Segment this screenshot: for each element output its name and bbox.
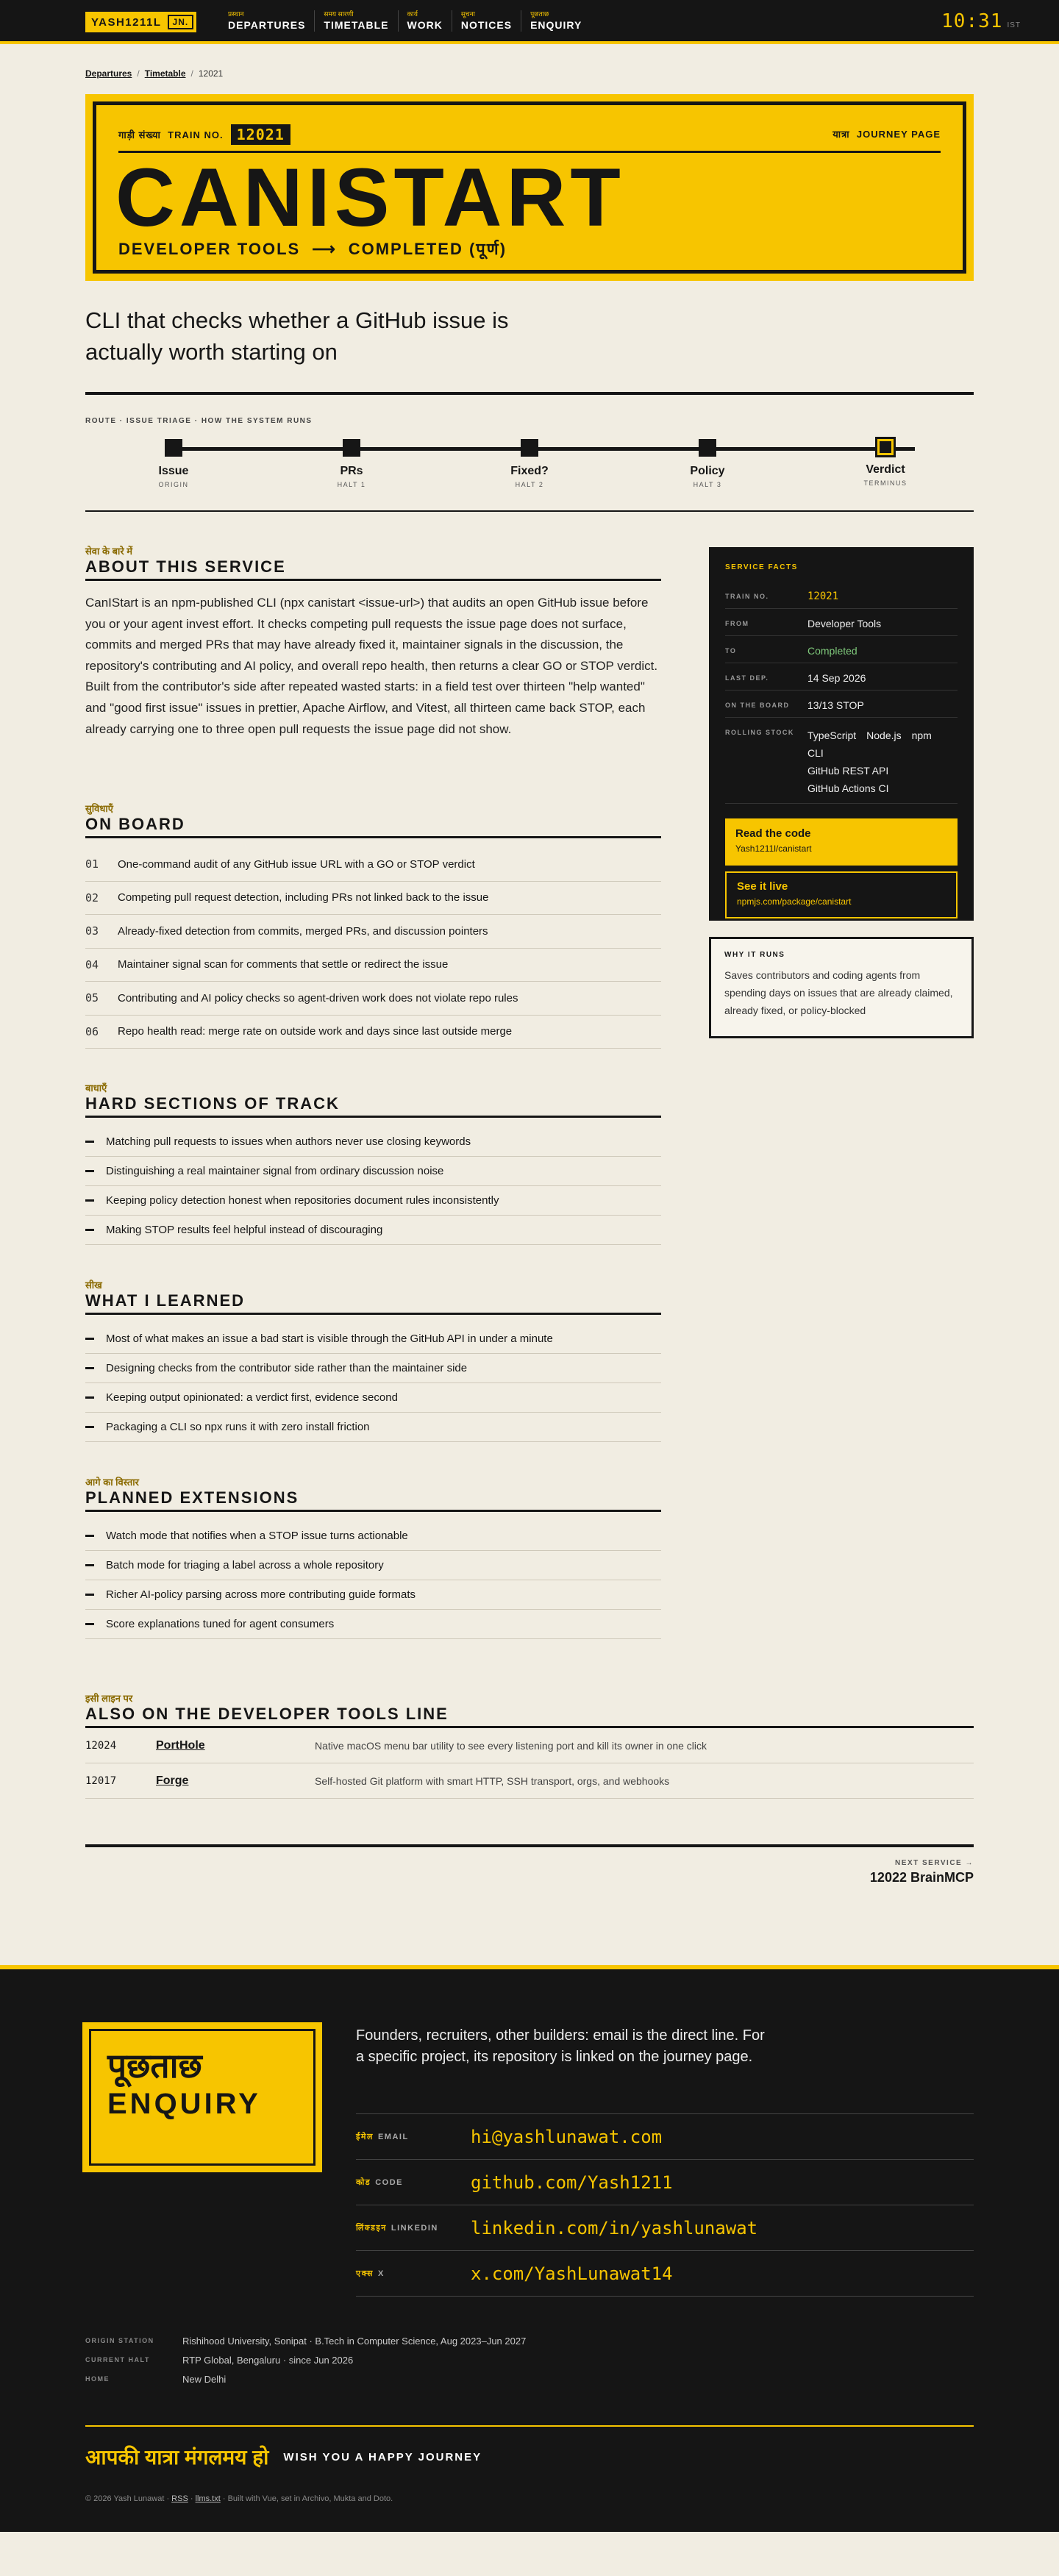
planned-list: [85, 1521, 661, 1639]
list-item: Batch mode for triaging a label across a whole repository: [85, 1551, 661, 1580]
email-link[interactable]: hi@yashlunawat.com: [471, 2126, 663, 2147]
route-stop-fixed: [485, 439, 574, 488]
meta-value: Rishihood University, Sonipat · B.Tech in Computer Science, Aug 2023–Jun 2027: [182, 2335, 527, 2347]
contact-row: [356, 2160, 974, 2205]
route-from: DEVELOPER TOOLS: [118, 240, 301, 258]
related-row: [85, 1728, 974, 1763]
stock-tag: Node.js: [866, 729, 902, 741]
nav-label: ENQUIRY: [530, 19, 582, 31]
nav-enquiry[interactable]: [521, 10, 591, 32]
nav-label: WORK: [407, 19, 443, 31]
list-item: [85, 949, 661, 982]
learned-list: [85, 1324, 661, 1442]
fact-key: FROM: [725, 620, 749, 627]
fact-value: Completed: [807, 645, 857, 657]
linkedin-link[interactable]: linkedin.com/in/yashlunawat: [471, 2217, 758, 2238]
clock-time: 10:31: [941, 10, 1003, 32]
breadcrumb-separator: /: [137, 68, 140, 79]
breadcrumb-current: 12021: [198, 68, 224, 79]
footer-meta: [85, 2331, 526, 2388]
stop-name: Verdict: [866, 463, 905, 476]
planned-section: [85, 1475, 661, 1639]
item-text: Maintainer signal scan for comments that settle or redirect the issue: [118, 958, 449, 971]
list-item: Keeping policy detection honest when repositories document rules inconsistently: [85, 1186, 661, 1216]
station-marker-icon: [521, 439, 538, 457]
item-text: Competing pull request detection, including PRs not linked back to the issue: [118, 891, 489, 905]
x-link[interactable]: x.com/YashLunawat14: [471, 2263, 673, 2284]
stop-name: Policy: [690, 465, 725, 477]
breadcrumb-timetable[interactable]: Timetable: [144, 68, 186, 79]
facts-table: [725, 582, 958, 804]
nav-timetable[interactable]: [314, 10, 397, 32]
route-to: COMPLETED: [348, 240, 463, 258]
journey-page-label: [832, 127, 941, 140]
fact-key: TRAIN NO.: [725, 593, 769, 600]
contact-key: [356, 2131, 471, 2142]
board-frame: [93, 101, 966, 274]
fact-key: ON THE BOARD: [725, 702, 790, 709]
stop-name: Fixed?: [510, 465, 549, 477]
item-number: 01: [85, 857, 99, 871]
list-item: [85, 848, 661, 882]
fact-row: [725, 609, 958, 636]
item-number: 02: [85, 891, 99, 905]
contact-key-label: LINKEDIN: [391, 2224, 438, 2233]
train-label-hi: गाड़ी संख्या: [118, 129, 161, 140]
arrow-right-icon: ⟶: [312, 240, 337, 258]
enquiry-hi: पूछताछ: [107, 2047, 202, 2085]
list-item: Keeping output opinionated: a verdict first, evidence second: [85, 1383, 661, 1413]
farewell-banner: [85, 2425, 974, 2471]
feature-list: [85, 848, 661, 1049]
contact-key-label: EMAIL: [377, 2133, 409, 2141]
github-link[interactable]: github.com/Yash1211: [471, 2172, 673, 2193]
contact-row: [356, 2114, 974, 2160]
terminus-marker-icon: [877, 439, 894, 455]
related-number: 12017: [85, 1774, 117, 1787]
meta-row: [85, 2331, 526, 2350]
card-caption: WHY IT RUNS: [724, 951, 785, 959]
meta-value: RTP Global, Bengaluru · since Jun 2026: [182, 2354, 354, 2366]
route-stop-verdict: [841, 439, 930, 487]
contact-key-hi: एक्स: [356, 2269, 374, 2278]
route-stop-policy: [663, 439, 752, 488]
farewell-hi: आपकी यात्रा मंगलमय हो: [85, 2446, 269, 2469]
route-caption: ROUTE · ISSUE TRIAGE · HOW THE SYSTEM RUNS: [85, 417, 313, 425]
section-hi-label: इसी लाइन पर: [85, 1693, 133, 1704]
list-item: Richer AI-policy parsing across more contributing guide formats: [85, 1580, 661, 1610]
why-it-runs-card: [709, 937, 974, 1038]
nav-hi-label: सूचना: [460, 10, 475, 18]
fact-value: 13/13 STOP: [807, 699, 864, 711]
section-heading: ALSO ON THE DEVELOPER TOOLS LINE: [85, 1705, 974, 1728]
challenge-list: [85, 1127, 661, 1245]
related-link-forge[interactable]: Forge: [156, 1774, 189, 1787]
list-item: [85, 915, 661, 949]
station-marker-icon: [165, 439, 182, 457]
footer-intro: Founders, recruiters, other builders: email is the direct line. For a specific project, its repository is linked on the journey page.: [356, 2027, 765, 2065]
fact-value: 14 Sep 2026: [807, 672, 866, 684]
route-summary: [118, 238, 507, 260]
enquiry-title: ENQUIRY: [107, 2088, 261, 2120]
farewell-text: WISH YOU A HAPPY JOURNEY: [283, 2450, 482, 2463]
button-sub: npmjs.com/package/canistart: [737, 896, 852, 907]
fact-row: [725, 691, 958, 718]
fact-value: Developer Tools: [807, 618, 882, 629]
brand-logo[interactable]: [85, 12, 196, 32]
route-stop-prs: [307, 439, 396, 488]
nav-hi-label: पूछताछ: [530, 10, 549, 18]
train-number-label: [118, 124, 290, 145]
stop-sub: HALT 1: [337, 481, 366, 488]
list-item: Packaging a CLI so npx runs it with zero install friction: [85, 1413, 661, 1442]
related-services: [85, 1691, 974, 1799]
onboard-section: [85, 802, 661, 1049]
section-heading: ON BOARD: [85, 815, 661, 838]
contact-key: [356, 2268, 471, 2279]
fact-row: [725, 636, 958, 663]
contact-key-label: X: [377, 2269, 385, 2278]
breadcrumb: [85, 68, 223, 79]
section-heading: PLANNED EXTENSIONS: [85, 1488, 661, 1512]
tagline: CLI that checks whether a GitHub issue is actually worth starting on: [85, 307, 509, 365]
related-row: [85, 1763, 974, 1799]
section-heading: ABOUT THIS SERVICE: [85, 557, 661, 581]
stock-tag: npm CLI: [807, 729, 932, 759]
meta-value: New Delhi: [182, 2373, 227, 2385]
page-title: CANISTART: [115, 151, 625, 243]
contact-key-label: CODE: [375, 2178, 403, 2187]
enquiry-sign: [82, 2022, 322, 2172]
nav-notices[interactable]: [452, 10, 521, 32]
hard-sections-section: [85, 1081, 661, 1245]
journey-label: JOURNEY PAGE: [856, 129, 941, 140]
nav-hi-label: प्रस्थान: [228, 10, 244, 18]
footer: [0, 1965, 1059, 2532]
item-text: One-command audit of any GitHub issue URL with a GO or STOP verdict: [118, 857, 475, 871]
nav-label: TIMETABLE: [324, 19, 389, 31]
read-the-code-button[interactable]: [725, 818, 958, 866]
section-hi-label: आगे का विस्तार: [85, 1477, 139, 1488]
contact-row: [356, 2205, 974, 2251]
contact-key: [356, 2177, 471, 2188]
copyright-text: © 2026 Yash Lunawat ·: [85, 2494, 170, 2503]
fact-key: TO: [725, 647, 737, 654]
related-number: 12024: [85, 1739, 117, 1752]
section-hi-label: बाधाएँ: [85, 1082, 107, 1093]
list-item: Designing checks from the contributor side rather than the maintainer side: [85, 1354, 661, 1383]
stop-sub: ORIGIN: [158, 481, 189, 488]
next-service-link[interactable]: [85, 1844, 974, 1885]
list-item: Matching pull requests to issues when authors never use closing keywords: [85, 1127, 661, 1157]
contact-row: [356, 2251, 974, 2297]
learned-section: [85, 1278, 661, 1442]
fact-key: ROLLING STOCK: [725, 729, 794, 736]
rolling-stock-values: [807, 727, 958, 797]
stop-name: Issue: [158, 465, 189, 477]
stop-name: PRs: [340, 465, 363, 477]
button-label: See it live: [737, 880, 788, 893]
list-item: [85, 982, 661, 1016]
list-item: [85, 1016, 661, 1049]
service-facts-panel: [709, 547, 974, 921]
clock-zone: IST: [1007, 21, 1021, 29]
section-hi-label: सीख: [85, 1280, 102, 1291]
meta-key: CURRENT HALT: [85, 2356, 150, 2363]
top-bar: [0, 0, 1059, 44]
breadcrumb-separator: /: [190, 68, 193, 79]
copyright: © 2026 Yash Lunawat · RSS · llms.txt · Built with Vue, set in Archivo, Mukta and Doto.: [85, 2494, 393, 2503]
fact-key: LAST DEP.: [725, 674, 769, 682]
nav-label: NOTICES: [460, 19, 513, 31]
breadcrumb-departures[interactable]: Departures: [85, 68, 132, 79]
list-item: Watch mode that notifies when a STOP issue turns actionable: [85, 1521, 661, 1551]
stop-sub: HALT 3: [693, 481, 722, 488]
related-description: Self-hosted Git platform with smart HTTP, SSH transport, orgs, and webhooks: [315, 1774, 670, 1787]
about-section: [85, 544, 661, 740]
fact-row: [725, 663, 958, 691]
list-item: Distinguishing a real maintainer signal from ordinary discussion noise: [85, 1157, 661, 1186]
panel-caption: SERVICE FACTS: [725, 563, 798, 571]
related-link-porthole[interactable]: PortHole: [156, 1738, 205, 1752]
list-item: Making STOP results feel helpful instead of discouraging: [85, 1216, 661, 1245]
rss-link[interactable]: RSS: [171, 2494, 188, 2503]
llms-link[interactable]: llms.txt: [195, 2494, 221, 2503]
contact-key-hi: लिंक्डइन: [356, 2224, 387, 2233]
nav-hi-label: कार्य: [407, 10, 418, 18]
enquiry-sign-frame: [89, 2029, 315, 2166]
stock-tag: GitHub Actions CI: [807, 782, 889, 794]
main-nav: [219, 10, 591, 32]
fact-row: [725, 718, 958, 804]
related-description: Native macOS menu bar utility to see every listening port and kill its owner in one click: [315, 1739, 707, 1752]
list-item: Most of what makes an issue a bad start is visible through the GitHub API in under a minute: [85, 1324, 661, 1354]
nav-label: DEPARTURES: [228, 19, 306, 31]
list-item: [85, 882, 661, 916]
nav-departures[interactable]: [219, 10, 314, 32]
journey-label-hi: यात्रा: [832, 129, 850, 140]
meta-key: ORIGIN STATION: [85, 2337, 154, 2344]
stop-sub: TERMINUS: [863, 479, 908, 487]
meta-row: [85, 2369, 526, 2388]
departure-board: [85, 94, 974, 281]
next-service-value: 12022 BrainMCP: [869, 1870, 974, 1885]
contact-list: [356, 2113, 974, 2297]
section-hi-label: सुविधाएँ: [85, 803, 113, 814]
station-marker-icon: [343, 439, 360, 457]
route-stop-issue: [129, 439, 218, 488]
contact-key: [356, 2222, 471, 2233]
about-body: CanIStart is an npm-published CLI (npx canistart <issue-url>) that audits an open GitHub issue before you or your agent invest effort. It checks competing pull requests the issue page does not surface, commits and merged PRs that may have already fixed it, maintainer signals in the discussion, the repository's contributing and AI policy, and overall repo health, then returns a clear GO or STOP verdict. Built from the contributor's side after repeated wasted starts: in a field test over thirteen "help wanted" and "good first issue" issues in prettier, Apache Airflow, and Vitest, all thirteen came back STOP, each already carrying one to three open pull requests the issue page did not show.: [85, 596, 658, 736]
brand-suffix: JN.: [168, 15, 194, 29]
nav-hi-label: समय सारणी: [324, 10, 354, 18]
stop-sub: HALT 2: [515, 481, 544, 488]
item-number: 04: [85, 957, 99, 971]
route-diagram: [85, 392, 974, 512]
item-number: 03: [85, 924, 99, 938]
button-sub: Yash1211l/canistart: [735, 843, 812, 854]
section-hi-label: सेवा के बारे में: [85, 546, 133, 557]
meta-row: [85, 2350, 526, 2369]
item-number: 05: [85, 991, 99, 1005]
route-to-hi: (पूर्ण): [468, 240, 507, 258]
contact-key-hi: कोड: [356, 2178, 371, 2187]
stock-tag: GitHub REST API: [807, 765, 889, 777]
fact-row: [725, 582, 958, 609]
list-item: Score explanations tuned for agent consumers: [85, 1610, 661, 1639]
card-body: Saves contributors and coding agents from spending days on issues that are already claimed, already fixed, or policy-blocked: [724, 969, 953, 1016]
next-service-label: NEXT SERVICE →: [895, 1859, 974, 1867]
section-heading: HARD SECTIONS OF TRACK: [85, 1094, 661, 1118]
nav-work[interactable]: [398, 10, 452, 32]
station-marker-icon: [699, 439, 716, 457]
meta-key: HOME: [85, 2375, 110, 2383]
fact-value: 12021: [807, 591, 839, 602]
item-text: Repo health read: merge rate on outside work and days since last outside merge: [118, 1025, 513, 1038]
button-label: Read the code: [735, 827, 811, 840]
see-it-live-button[interactable]: [725, 871, 958, 918]
section-heading: WHAT I LEARNED: [85, 1291, 661, 1315]
item-number: 06: [85, 1024, 99, 1038]
item-text: Contributing and AI policy checks so agent-driven work does not violate repo rules: [118, 991, 518, 1005]
contact-key-hi: ईमेल: [356, 2133, 374, 2141]
train-label: TRAIN NO.: [168, 129, 224, 140]
train-number: 12021: [231, 124, 290, 145]
brand-name: YASH1211L: [91, 15, 162, 29]
clock: [941, 10, 1021, 32]
item-text: Already-fixed detection from commits, merged PRs, and discussion pointers: [118, 924, 488, 938]
copyright-credits: · Built with Vue, set in Archivo, Mukta and Doto.: [222, 2494, 393, 2503]
stock-tag: TypeScript: [807, 729, 857, 741]
